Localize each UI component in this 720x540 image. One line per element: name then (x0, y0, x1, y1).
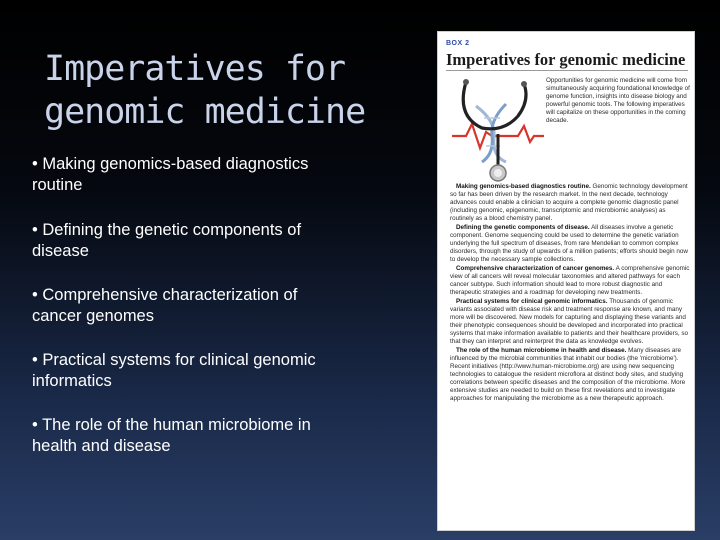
section-paragraph (450, 347, 690, 403)
section-body: Genomic technology development so far has been driven by the research market. In the next decade, technology advances could enable a clinician to acquire a complete genomic diagnostic panel (including genomic, epigenomic, transcriptomic and microbiomic analyses) as routinely as a blood chemistry panel. (450, 183, 688, 222)
section-heading: Making genomics-based diagnostics routine. (456, 183, 591, 190)
bullet-item: • Defining the genetic components of disease (32, 221, 302, 260)
section-body: A comprehensive genomic view of all cancers will reveal molecular taxonomies and altered pathways for each cancer subtype. Such information should lead to more robust diagnostic and therapeutic strategies and a roadmap for developing new treatments. (450, 265, 690, 296)
section-heading: Practical systems for clinical genomic informatics. (456, 298, 608, 305)
section-heading: Comprehensive characterization of cancer genomes. (456, 265, 615, 272)
bullet-item: • Practical systems for clinical genomic informatics (32, 351, 316, 390)
section-body: Thousands of genomic variants associated with disease risk and treatment response are known, and many more will be discovered. New models for capturing and displaying these variants and their phenotypic consequences should be developed and incorporated into practical systems that make information available to patients and their healthcare providers, so that they can interpret and reinterpret the data as knowledge evolves. (450, 298, 689, 345)
bullet-item: • Making genomics-based diagnostics routine (32, 155, 309, 194)
box-title: Imperatives for genomic medicine (446, 50, 686, 69)
section-paragraph (450, 265, 690, 297)
section-body: All diseases involve a genetic component. Genome sequencing could be used to determine the genetic variation underlying the full spectrum of diseases, from rare Mendelian to common complex disorders, through the study of upwards of a million patients; efforts should begin now to develop the necessary sample collections. (450, 224, 688, 263)
section-body: Many diseases are influenced by the microbial communities that inhabit our bodies (the 'microbiome'). Recent initiatives (http://www.human-microbiome.org) are using new sequencing technologies to catalogue the resident microflora at distinct body sites, and studying correlations between specific diseases and the composition of the microbiome. More extensive studies are needed to build on these first revelations and to investigate approaches for manipulating the microbiome as a new therapeutic approach. (450, 347, 686, 402)
section-paragraph (450, 224, 690, 264)
box-intro (546, 77, 691, 125)
section-heading: Defining the genetic components of disease. (456, 224, 590, 231)
article-box-image (437, 31, 695, 531)
slide-title-line-2: genomic medicine (44, 92, 366, 132)
slide-title-line-1: Imperatives for (44, 49, 346, 89)
slide-title (44, 48, 404, 134)
section-heading: The role of the human microbiome in health and disease. (456, 347, 627, 354)
bullet-item: • The role of the human microbiome in health and disease (32, 416, 311, 455)
box-divider (446, 70, 688, 71)
box-label: BOX 2 (446, 40, 470, 47)
stethoscope-dna-illustration (446, 76, 546, 184)
section-paragraph (450, 183, 690, 223)
section-paragraph (450, 298, 690, 346)
intro-text: Opportunities for genomic medicine will come from simultaneously acquiring foundational knowledge of genome function, insights into disease biology and powerful genomic tools. The following imperatives will capitalize on these opportunities in the coming decade. (546, 77, 690, 124)
bullet-item: • Comprehensive characterization of cancer genomes (32, 286, 298, 325)
box-sections (450, 183, 690, 404)
